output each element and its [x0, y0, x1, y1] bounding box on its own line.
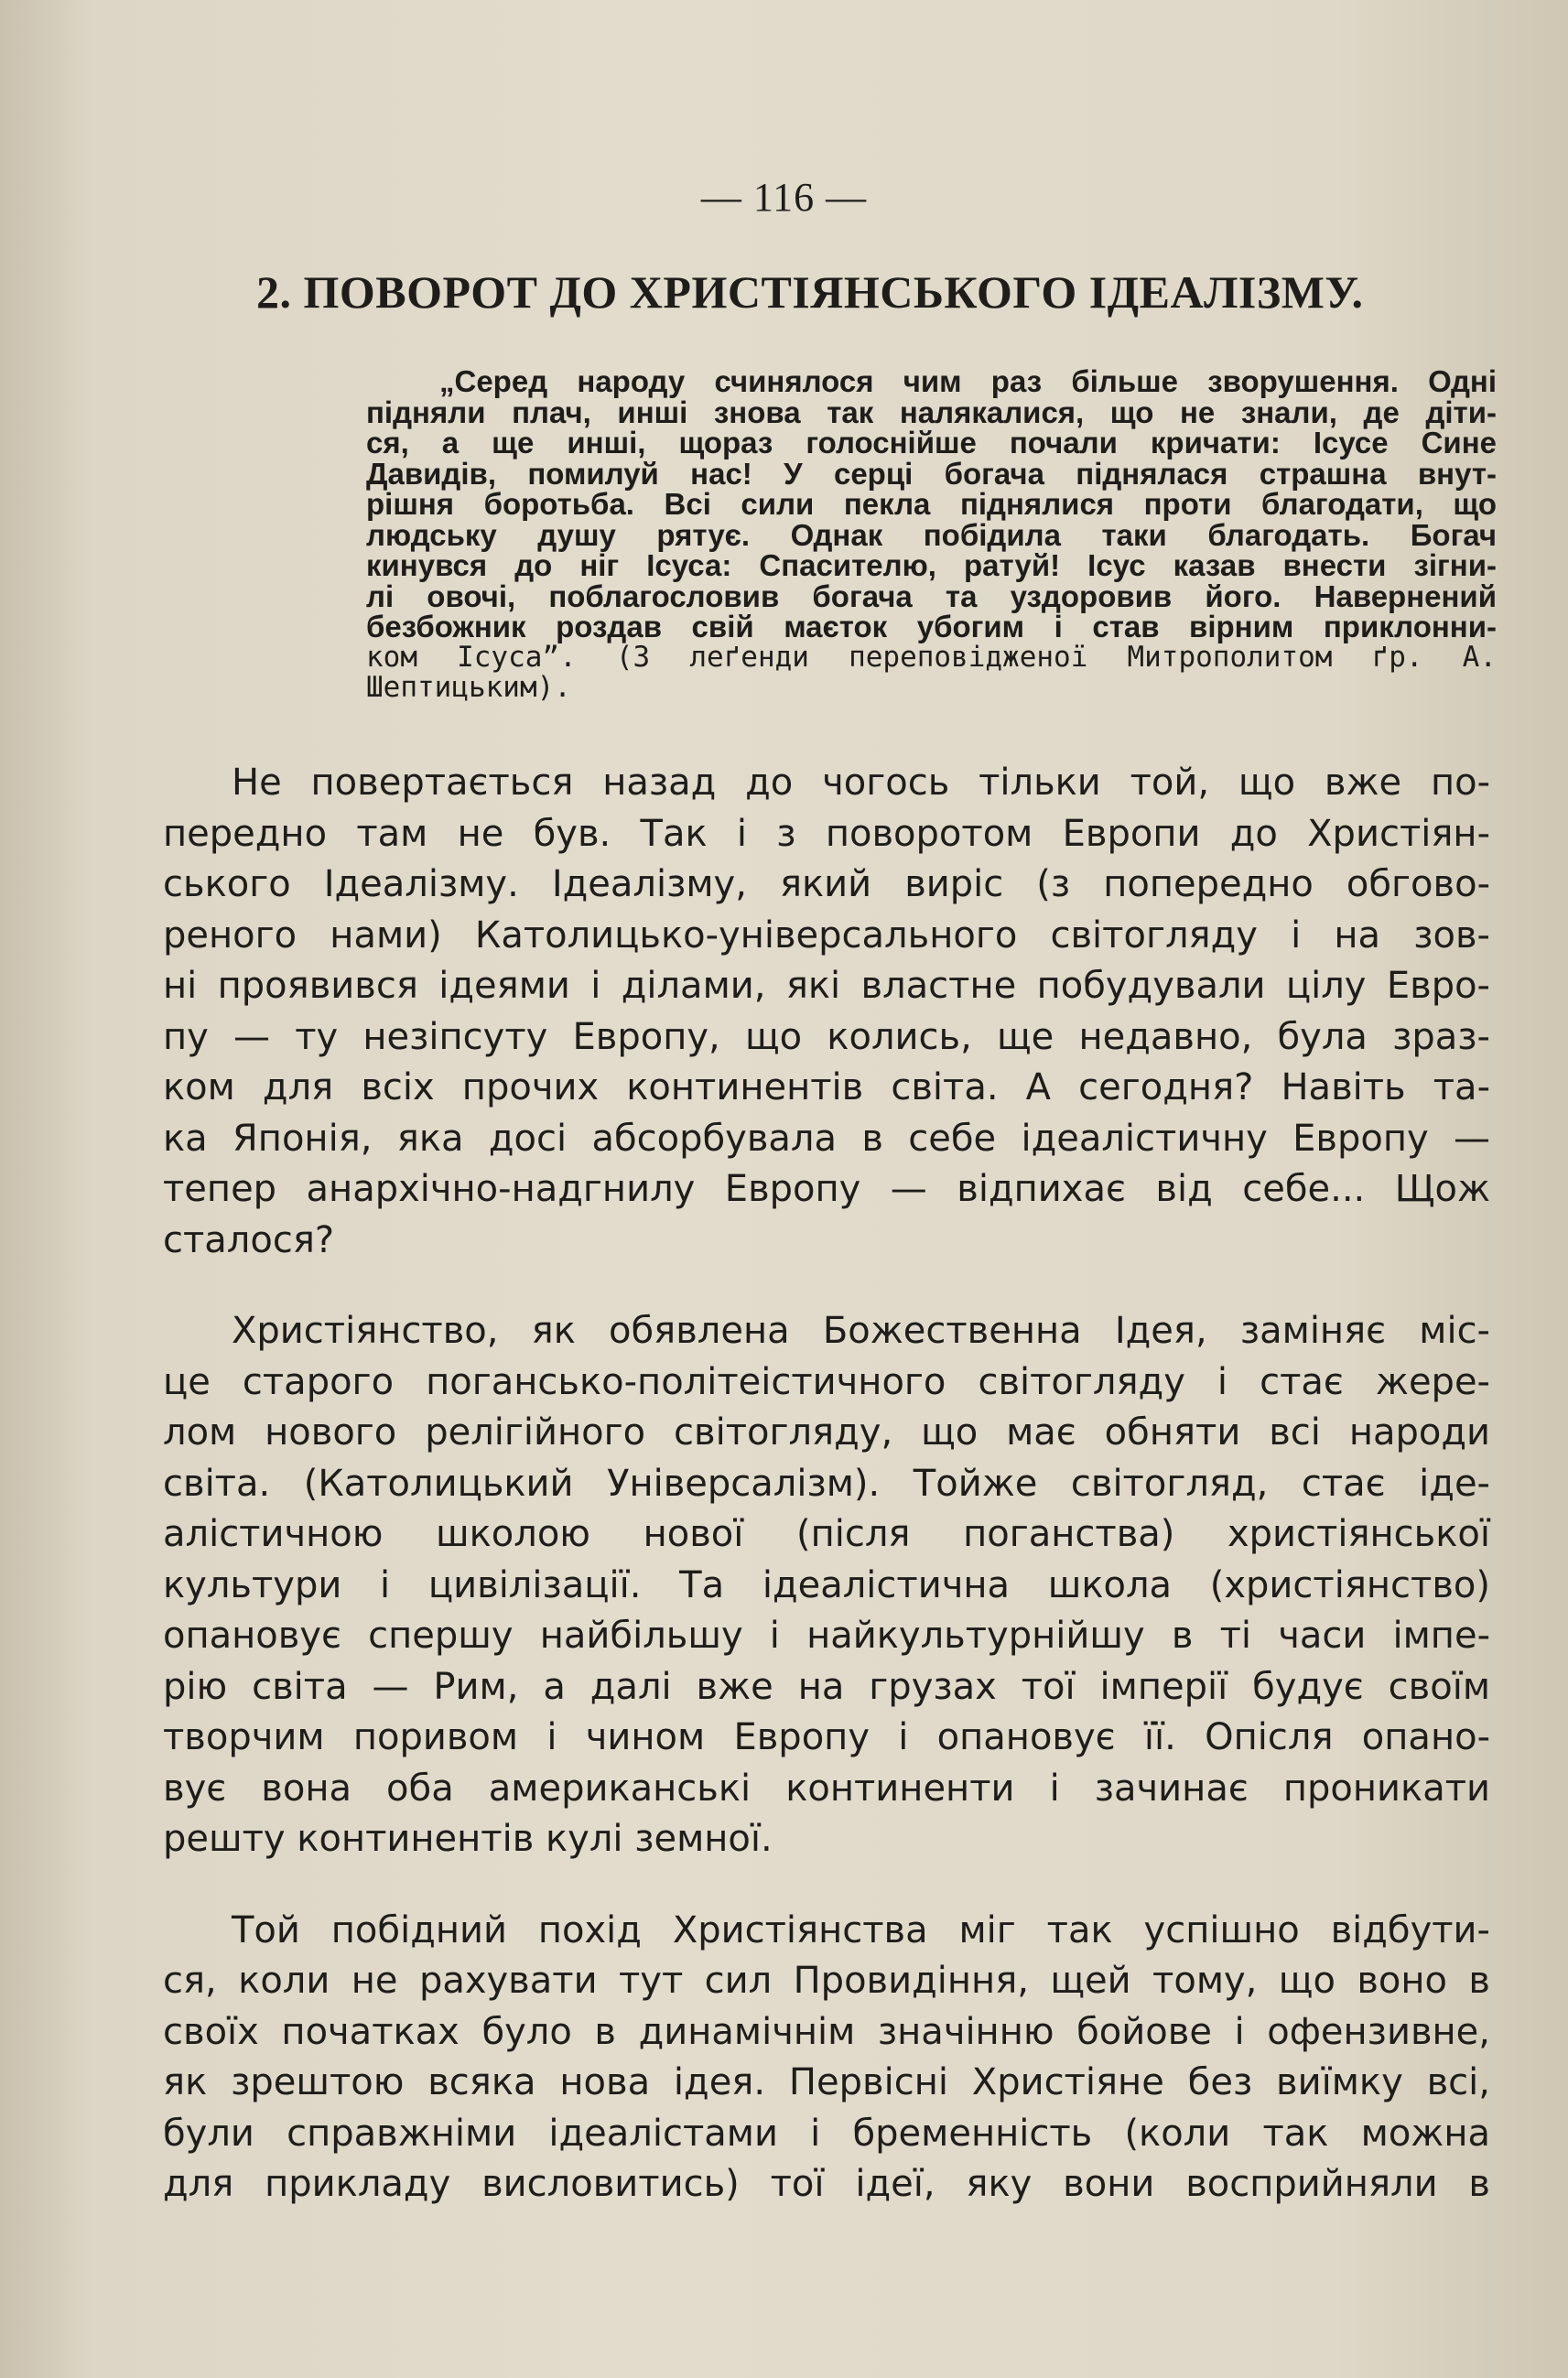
epigraph-line: Шептицьким).: [366, 671, 571, 704]
text-line: сталося?: [163, 1218, 335, 1261]
text-line: алістичною школою нової (після поганства) христіянської: [163, 1513, 1490, 1555]
paragraph: [163, 1306, 1490, 1865]
text-line: світа. (Католицький Універсалізм). Тойже світогляд, стає іде-: [163, 1462, 1490, 1505]
body-text: [163, 758, 1490, 2251]
text-line: це старого погансько-політеістичного світогляду і стає жере-: [163, 1360, 1490, 1403]
text-line: решту континентів кулі земної.: [163, 1818, 773, 1860]
paragraph: [163, 1906, 1490, 2210]
text-line: ка Японія, яка досі абсорбувала в себе ідеалістичну Европу —: [163, 1117, 1490, 1160]
epigraph-line: Давидів, помилуй нас! У серці богача піднялася страшна внут-: [366, 456, 1497, 491]
text-line: передно там не був. Так і з поворотом Европи до Христіян-: [163, 812, 1490, 855]
paragraph: [163, 758, 1490, 1266]
text-line: ком для всіх прочих континентів світа. А сегодня? Навіть та-: [163, 1066, 1490, 1108]
text-line: своїх початках було в динамічнім значінню бойове і офензивне,: [163, 2010, 1490, 2053]
text-line: ні проявився ідеями і ділами, які властне побудували цілу Евро-: [163, 965, 1490, 1007]
epigraph-line: „Серед народу счинялося чим раз більше зворушення. Одні: [439, 364, 1497, 398]
epigraph-line: ком Ісуса”. (З леґенди переповідженої Митрополитом ґр. А.: [366, 640, 1497, 674]
text-line: Христіянство, як обявлена Божественна Ідея, заміняє міс-: [232, 1310, 1490, 1352]
text-line: вує вона оба американські континенти і зачинає проникати: [163, 1767, 1490, 1810]
text-line: були справжніми ідеалістами і бременність (коли так можна: [163, 2112, 1490, 2155]
epigraph-line: ся, а ще инші, щораз голоснійше почали кричати: Ісусе Сине: [366, 426, 1497, 459]
text-line: як зрештою всяка нова ідея. Первісні Христіяне без виїмку всі,: [163, 2061, 1490, 2103]
text-line: тепер анархічно-надгнилу Европу — відпихає від себе... Щож: [163, 1168, 1490, 1210]
page-number: — 116 —: [700, 175, 868, 220]
text-line: Той побідний похід Христіянства міг так успішно відбути-: [232, 1908, 1490, 1951]
epigraph-line: кинувся до ніг Ісуса: Спасителю, ратуй! Ісус казав внести зігни-: [366, 548, 1497, 582]
text-line: для прикладу висловитись) тої ідеї, яку вони восприйняли в: [163, 2163, 1490, 2205]
epigraph: [366, 366, 1497, 704]
epigraph-line: людську душу рятує. Однак побідила таки благодать. Богач: [366, 517, 1497, 552]
chapter-title: 2. ПОВОРОТ ДО ХРИСТІЯНСЬКОГО ІДЕАЛІЗМУ.: [256, 266, 1364, 318]
epigraph-line: безбожник роздав свій маєток убогим і став вірним приклонни-: [366, 610, 1497, 643]
epigraph-line: лі овочі, поблагословив богача та уздоровив його. Навернений: [366, 578, 1497, 613]
text-line: Не повертається назад до чогось тільки той, що вже по-: [232, 762, 1490, 804]
epigraph-line: рішня боротьба. Всі сили пекла піднялися проти благодати, що: [366, 487, 1497, 521]
text-line: лом нового релігійного світогляду, що має обняти всі народи: [163, 1411, 1490, 1454]
text-line: рію світа — Рим, а далі вже на грузах тої імперії будує своїм: [163, 1665, 1490, 1708]
epigraph-line: підняли плач, инші знова так налякалися, що не знали, де діти-: [366, 395, 1497, 429]
text-line: ся, коли не рахувати тут сил Провидіння, щей тому, що воно в: [163, 1960, 1490, 2002]
text-line: творчим поривом і чином Европу і опановує її. Опісля опано-: [163, 1716, 1490, 1758]
text-line: реного нами) Католицько-універсального світогляду і на зов-: [163, 913, 1490, 957]
text-line: пу — ту незіпсуту Европу, що колись, ще недавно, була зраз-: [163, 1015, 1490, 1058]
text-line: ського Ідеалізму. Ідеалізму, який виріс (з попередно обгово-: [163, 863, 1490, 905]
text-line: культури і цивілізації. Та ідеалістична школа (христіянство): [163, 1563, 1490, 1606]
text-line: опановує спершу найбільшу і найкультурнійшу в ті часи імпе-: [163, 1615, 1490, 1657]
